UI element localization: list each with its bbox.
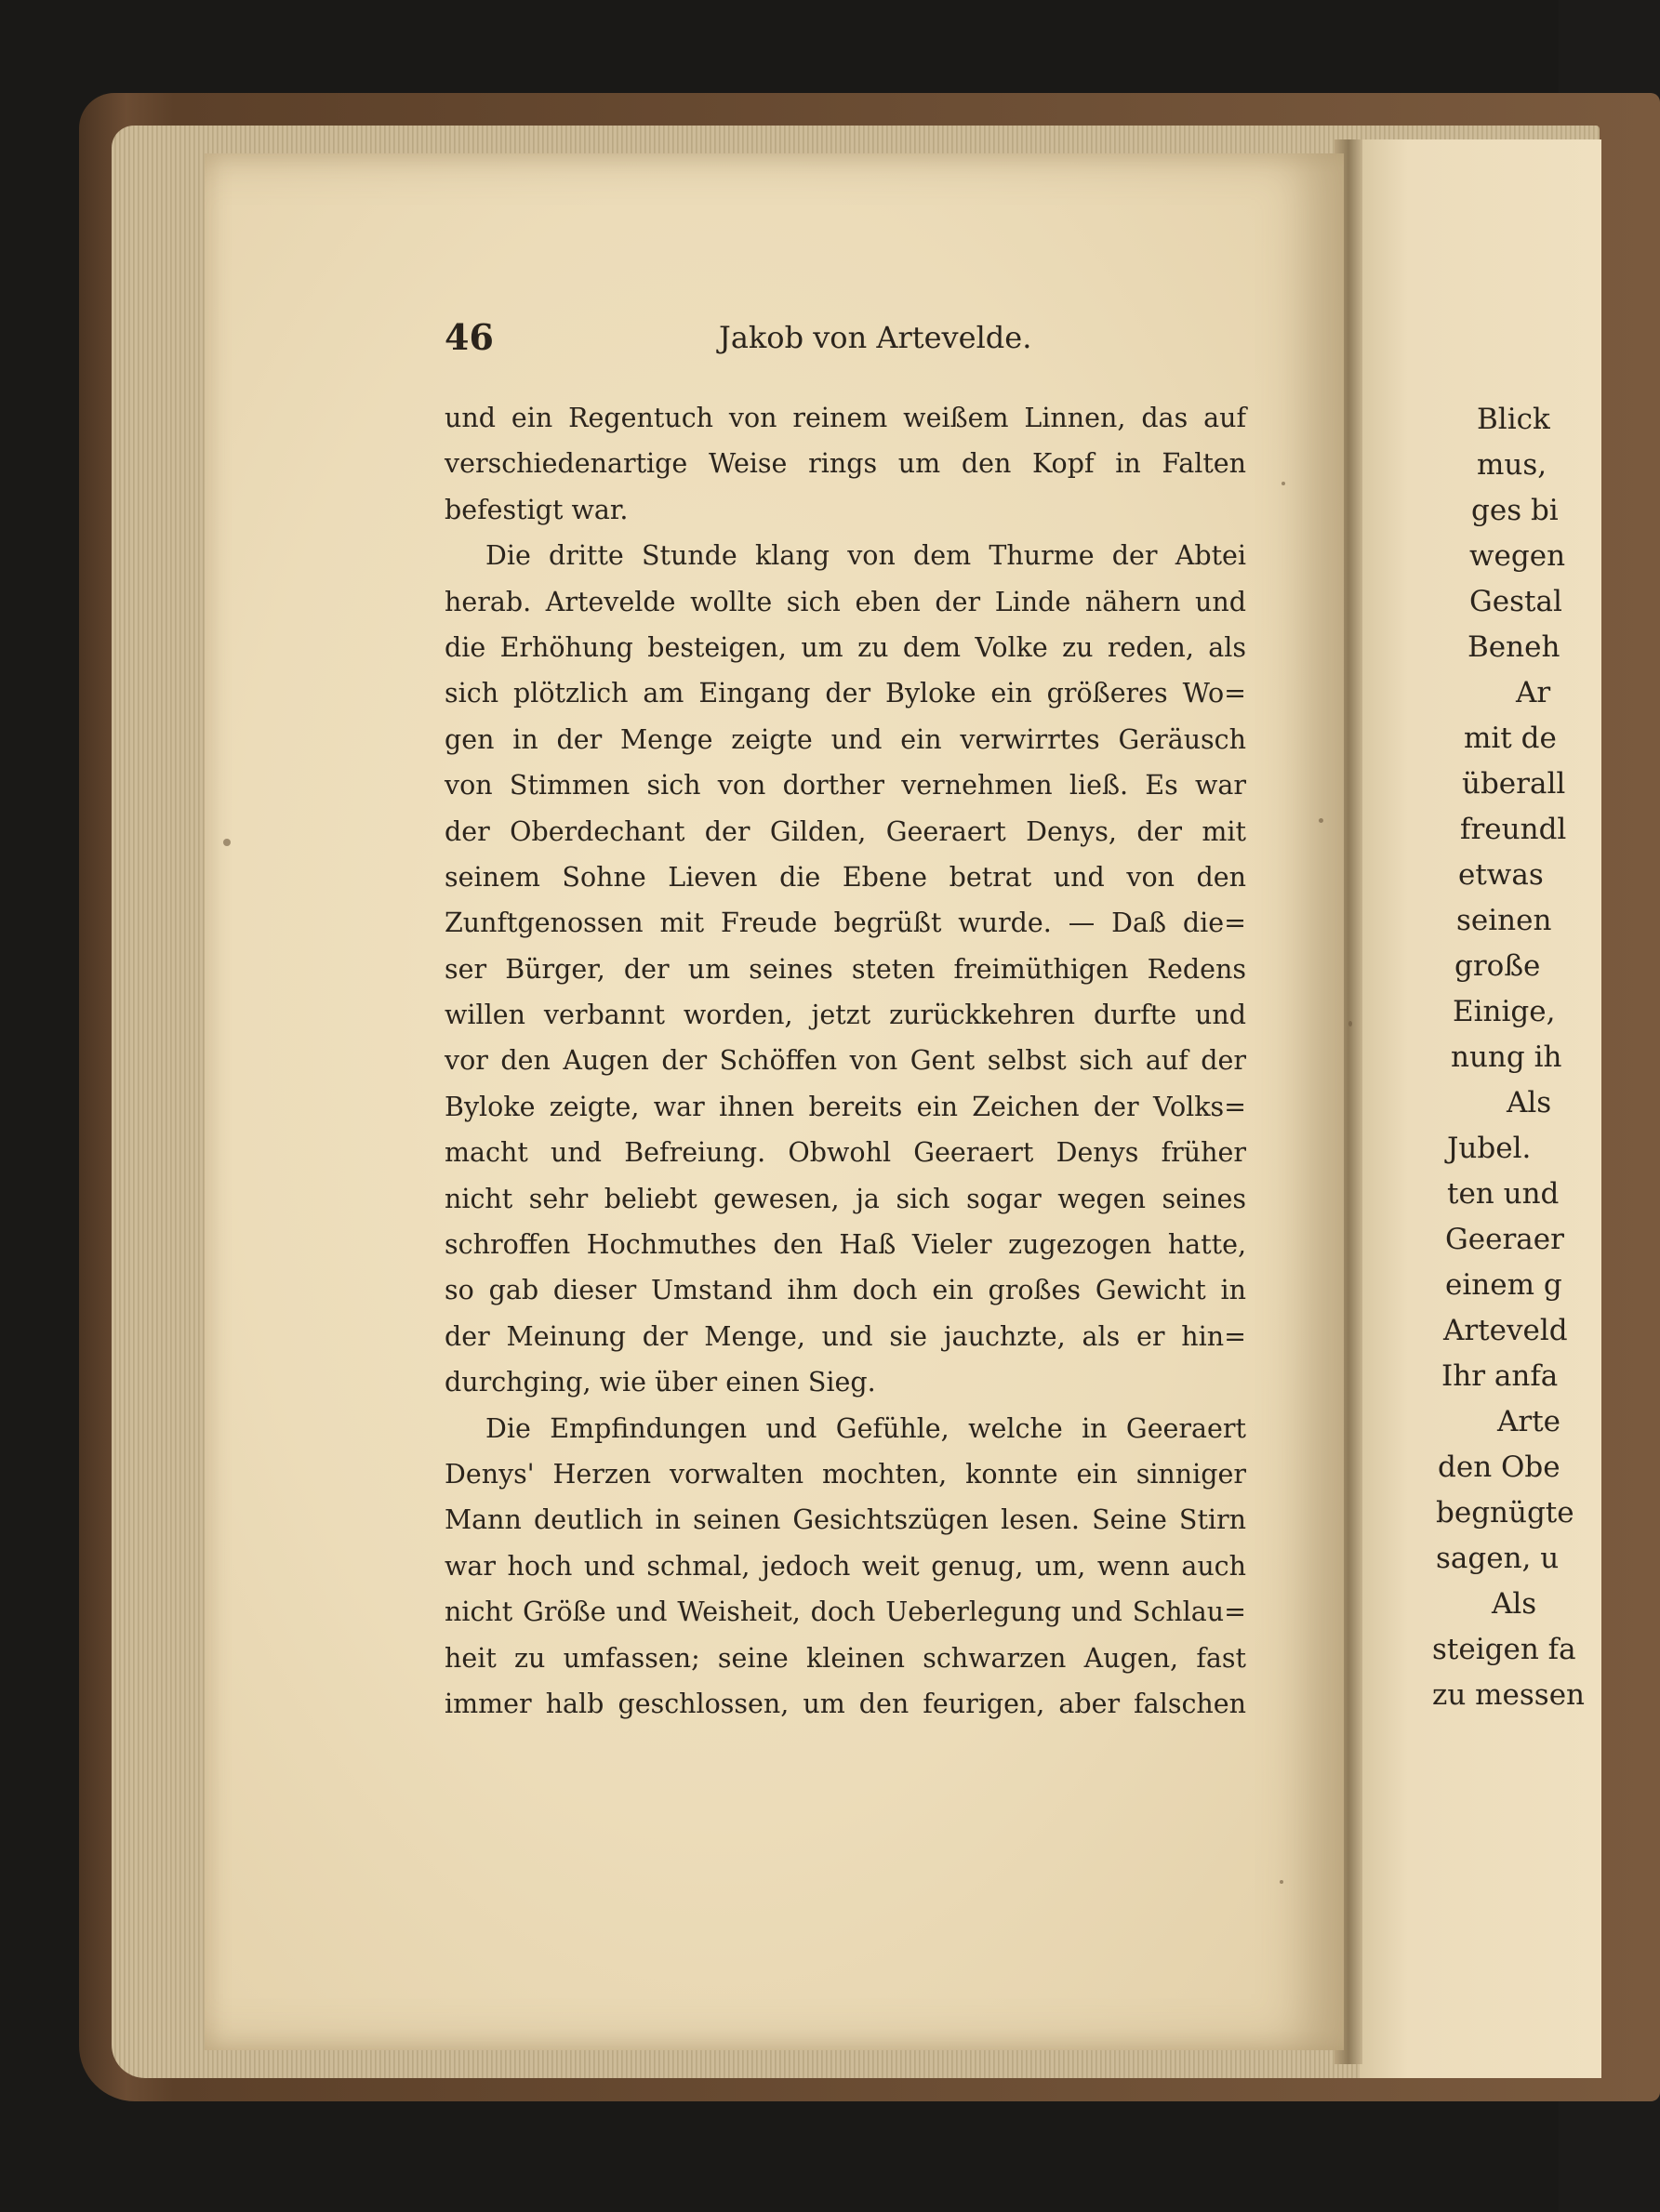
text-line: der Meinung der Menge, und sie jauchzte, als er hin=: [445, 1320, 1246, 1352]
facing-line: ten und: [1447, 1177, 1560, 1211]
facing-line: einem g: [1445, 1268, 1562, 1302]
facing-line: Ihr anfa: [1441, 1359, 1559, 1393]
text-line: willen verbannt worden, jetzt zurückkehren durfte und: [445, 1000, 1246, 1031]
facing-line: freundl: [1460, 813, 1567, 846]
paper-speck: [1348, 1021, 1352, 1027]
text-line: Die Empfindungen und Gefühle, welche in Geeraert: [485, 1412, 1246, 1444]
text-line: macht und Befreiung. Obwohl Geeraert Denys früher: [445, 1137, 1246, 1169]
text-line: heit zu umfassen; seine kleinen schwarzen Augen, fast: [445, 1642, 1246, 1674]
text-line: so gab dieser Umstand ihm doch ein großes Gewicht in: [445, 1275, 1246, 1306]
facing-line: Jubel.: [1447, 1132, 1532, 1165]
text-line: von Stimmen sich von dorther vernehmen ließ. Es war: [445, 770, 1246, 801]
text-line: gen in der Menge zeigte und ein verwirrtes Geräusch: [445, 723, 1246, 755]
text-line: verschiedenartige Weise rings um den Kopf in Falten: [445, 448, 1246, 480]
text-line: Die dritte Stunde klang von dem Thurme der Abtei: [485, 540, 1246, 572]
facing-line: zu messen: [1432, 1678, 1586, 1712]
text-line: immer halb geschlossen, um den feurigen, aber falschen: [445, 1688, 1246, 1719]
text-line: die Erhöhung besteigen, um zu dem Volke zu reden, als: [445, 631, 1246, 663]
facing-line: ges bi: [1471, 494, 1559, 527]
running-title: Jakob von Artevelde.: [719, 320, 1032, 355]
paper-speck: [1280, 1880, 1283, 1884]
facing-line: den Obe: [1438, 1450, 1560, 1484]
page-number: 46: [445, 316, 494, 358]
text-line: ser Bürger, der um seines steten freimüthigen Redens: [445, 953, 1246, 985]
facing-line: Als: [1507, 1086, 1552, 1119]
text-line: Zunftgenossen mit Freude begrüßt wurde. — Daß die=: [445, 907, 1246, 939]
facing-line: wegen: [1469, 539, 1566, 573]
text-line: war hoch und schmal, jedoch weit genug, um, wenn auch: [445, 1550, 1246, 1582]
paper-speck: [1282, 482, 1285, 485]
text-line: vor den Augen der Schöffen von Gent selbst sich auf der: [445, 1045, 1246, 1077]
text-line: durchging, wie über einen Sieg.: [445, 1367, 876, 1398]
facing-line: Geeraer: [1445, 1223, 1564, 1256]
facing-line: etwas: [1458, 858, 1544, 892]
text-line: Mann deutlich in seinen Gesichtszügen lesen. Seine Stirn: [445, 1504, 1246, 1536]
facing-line: Einige,: [1453, 995, 1556, 1028]
body-text: [445, 395, 1246, 1727]
facing-line: Als: [1492, 1587, 1537, 1621]
paper-speck: [1319, 818, 1323, 823]
text-line: Denys' Herzen vorwalten mochten, konnte ein sinniger: [445, 1458, 1246, 1490]
facing-line: Arte: [1497, 1405, 1561, 1438]
text-line: Byloke zeigte, war ihnen bereits ein Zeichen der Volks=: [445, 1091, 1246, 1122]
text-line: nicht sehr beliebt gewesen, ja sich sogar wegen seines: [445, 1183, 1246, 1214]
facing-line: Ar: [1516, 676, 1551, 709]
text-line: der Oberdechant der Gilden, Geeraert Denys, der mit: [445, 815, 1246, 847]
text-line: schroffen Hochmuthes den Haß Vieler zugezogen hatte,: [445, 1229, 1246, 1261]
facing-line: Gestal: [1469, 585, 1562, 618]
paper-speck: [223, 839, 231, 846]
facing-line: begnügte: [1436, 1496, 1574, 1530]
facing-line: Beneh: [1467, 630, 1560, 664]
facing-line: nung ih: [1451, 1040, 1562, 1074]
text-line: nicht Größe und Weisheit, doch Ueberlegung und Schlau=: [445, 1596, 1246, 1628]
text-line: sich plötzlich am Eingang der Byloke ein größeres Wo=: [445, 678, 1246, 709]
facing-line: steigen fa: [1432, 1633, 1576, 1666]
page-header: [445, 316, 1254, 372]
text-line: befestigt war.: [445, 494, 629, 525]
facing-line: Arteveld: [1443, 1314, 1568, 1347]
text-line: seinem Sohne Lieven die Ebene betrat und von den: [445, 861, 1246, 893]
facing-line: seinen: [1456, 904, 1552, 937]
text-line: herab. Artevelde wollte sich eben der Linde nähern und: [445, 586, 1246, 617]
facing-line: mus,: [1477, 448, 1547, 482]
text-line: und ein Regentuch von reinem weißem Linnen, das auf: [445, 403, 1246, 433]
facing-line: große: [1454, 949, 1541, 983]
facing-line: überall: [1462, 767, 1566, 801]
facing-line: sagen, u: [1436, 1542, 1560, 1575]
facing-line: Blick: [1477, 403, 1550, 436]
facing-line: mit de: [1464, 722, 1557, 755]
